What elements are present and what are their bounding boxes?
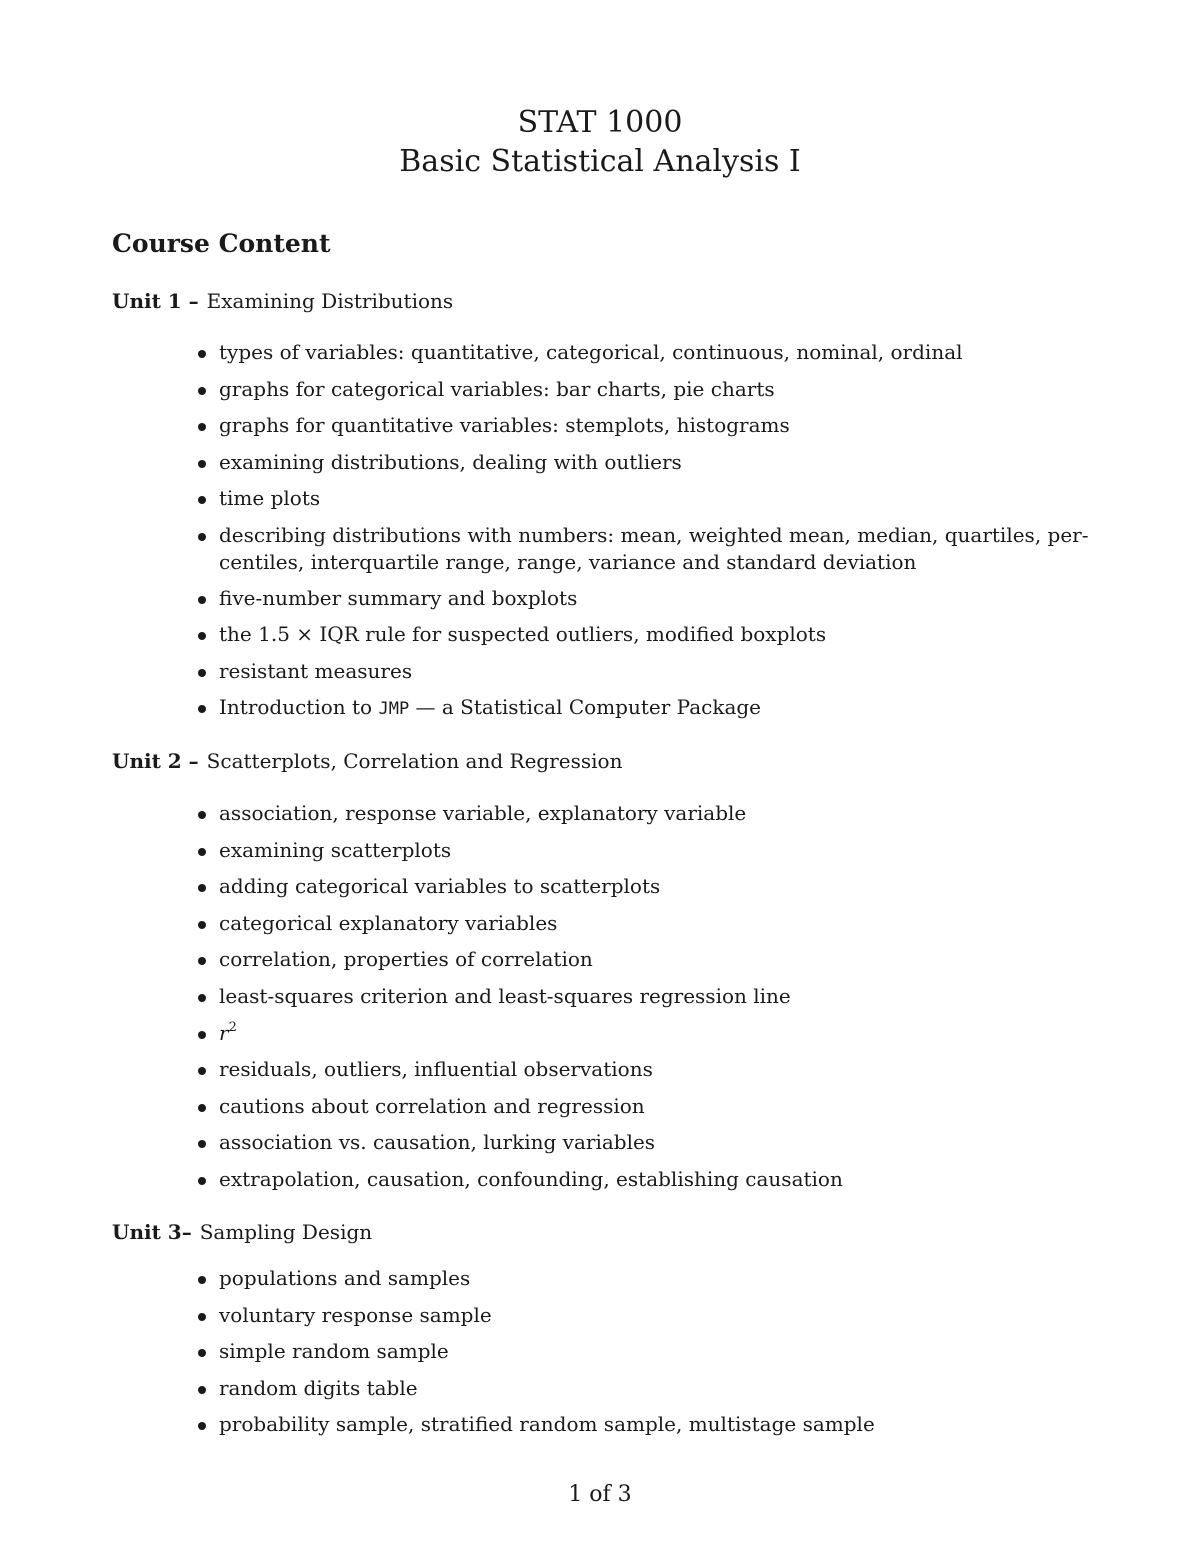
list-item: cautions about correlation and regression <box>197 1093 1097 1130</box>
unit-2 <box>112 747 1112 775</box>
bullet-icon <box>198 1177 206 1185</box>
unit-1-name: Examining Distributions <box>206 289 454 313</box>
list-item: populations and samples <box>197 1265 1097 1302</box>
bullet-icon <box>198 350 206 358</box>
list-item: graphs for quantitative variables: stemplots, histograms <box>197 412 1097 449</box>
bullet-icon <box>198 994 206 1002</box>
unit-3-topic-list <box>197 1265 1097 1448</box>
bullet-icon <box>198 387 206 395</box>
list-item: five-number summary and boxplots <box>197 585 1097 622</box>
list-item: voluntary response sample <box>197 1302 1097 1339</box>
unit-2-heading <box>112 747 1112 775</box>
unit-3-number: Unit 3– <box>112 1220 192 1244</box>
bullet-icon <box>198 1386 206 1394</box>
r-squared-symbol: $r^2$ <box>219 1019 237 1045</box>
unit-2-topic-list <box>197 800 1097 1203</box>
bullet-icon <box>198 1349 206 1357</box>
bullet-icon <box>198 1031 206 1039</box>
list-item: association vs. causation, lurking variables <box>197 1129 1097 1166</box>
unit-3 <box>112 1218 1112 1246</box>
list-item: examining scatterplots <box>197 837 1097 874</box>
list-item: association, response variable, explanatory variable <box>197 800 1097 837</box>
bullet-icon <box>198 921 206 929</box>
list-item: random digits table <box>197 1375 1097 1412</box>
list-item: extrapolation, causation, confounding, establishing causation <box>197 1166 1097 1203</box>
bullet-icon <box>198 669 206 677</box>
course-code-title: STAT 1000 <box>517 105 683 140</box>
bullet-icon <box>198 1140 206 1148</box>
bullet-icon <box>198 1067 206 1075</box>
bullet-icon <box>198 632 206 640</box>
list-item: adding categorical variables to scatterplots <box>197 873 1097 910</box>
bullet-icon <box>198 1276 206 1284</box>
unit-1-heading <box>112 287 1112 315</box>
jmp-software-name: JMP <box>378 699 410 719</box>
page-number: 1 of 3 <box>568 1482 632 1507</box>
list-item: Introduction to JMP — a Statistical Computer Package <box>197 694 1097 731</box>
list-item <box>197 1020 1097 1057</box>
bullet-icon <box>198 811 206 819</box>
section-heading-course-content: Course Content <box>112 229 331 258</box>
bullet-icon <box>198 533 206 541</box>
bullet-icon <box>198 423 206 431</box>
list-item: simple random sample <box>197 1338 1097 1375</box>
list-item: correlation, properties of correlation <box>197 946 1097 983</box>
bullet-icon <box>198 957 206 965</box>
unit-1-topic-list <box>197 339 1097 731</box>
bullet-icon <box>198 1422 206 1430</box>
unit-2-name: Scatterplots, Correlation and Regression <box>206 749 623 773</box>
unit-1 <box>112 287 1112 315</box>
list-item: residuals, outliers, influential observations <box>197 1056 1097 1093</box>
bullet-icon <box>198 596 206 604</box>
bullet-icon <box>198 460 206 468</box>
list-item: resistant measures <box>197 658 1097 695</box>
unit-3-name: Sampling Design <box>199 1220 373 1244</box>
unit-1-number: Unit 1 – <box>112 289 199 313</box>
bullet-icon <box>198 705 206 713</box>
list-item: examining distributions, dealing with outliers <box>197 449 1097 486</box>
list-item: graphs for categorical variables: bar charts, pie charts <box>197 376 1097 413</box>
bullet-icon <box>198 1104 206 1112</box>
list-item: probability sample, stratified random sample, multistage sample <box>197 1411 1097 1448</box>
bullet-icon <box>198 848 206 856</box>
list-item: categorical explanatory variables <box>197 910 1097 947</box>
bullet-icon <box>198 1313 206 1321</box>
list-item: time plots <box>197 485 1097 522</box>
list-item: describing distributions with numbers: mean, weighted mean, median, quartiles, per- centiles, interquartile range, range, variance and standard deviation <box>197 522 1097 585</box>
course-name-title: Basic Statistical Analysis I <box>399 144 801 179</box>
unit-2-number: Unit 2 – <box>112 749 199 773</box>
list-item: least-squares criterion and least-squares regression line <box>197 983 1097 1020</box>
bullet-icon <box>198 884 206 892</box>
bullet-icon <box>198 496 206 504</box>
list-item: the 1.5 × IQR rule for suspected outliers, modified boxplots <box>197 621 1097 658</box>
unit-3-heading <box>112 1218 1112 1246</box>
list-item: types of variables: quantitative, categorical, continuous, nominal, ordinal <box>197 339 1097 376</box>
